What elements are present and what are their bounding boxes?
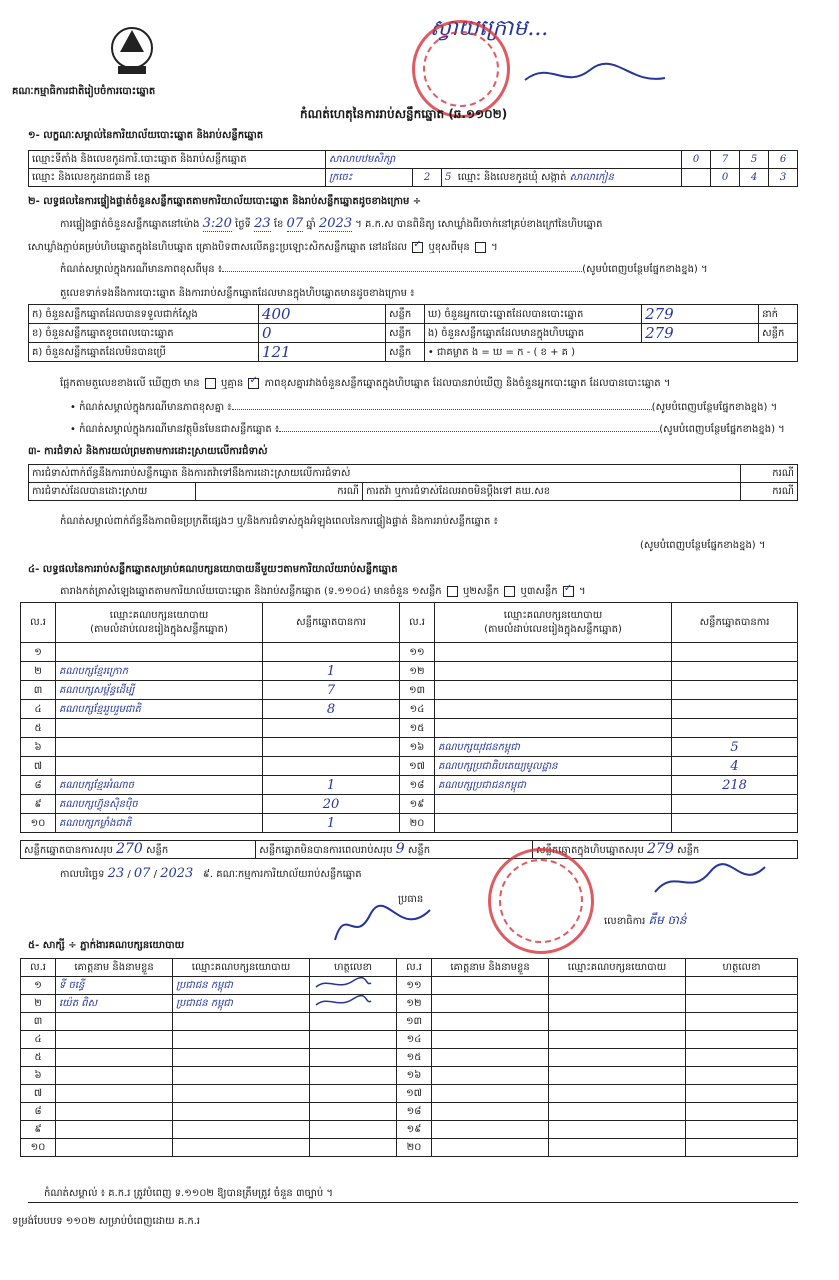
witness-row (21, 1139, 798, 1157)
vote-count: 4 (672, 757, 798, 776)
count-intro: តួលេខទាក់ទងនឹងការបោះឆ្នោត និងការរាប់សន្លឹកឆ្នោតដែលមានក្នុងហិបឆ្នោតមានដូចខាងក្រោម ៖ (60, 288, 415, 299)
top-signature (520, 60, 670, 94)
witness-signature (686, 1049, 798, 1067)
sheet-count: តារាងកត់ត្រាសំឡេងឆ្នោតតាមការិយាល័យបោះឆ្នោត និងរាប់សន្លឹកឆ្នោត (ទ.១១០៤) មានចំនួន ១សន្លឹក ឬ២សន្លឹក ឬ៣សន្លឹក ✓ ។ (60, 584, 586, 599)
row-number: ២ (21, 662, 56, 681)
vote-count (672, 814, 798, 833)
row-number: ២០ (397, 1139, 432, 1157)
party-name: គណបក្សសម្ព័ន្ធដើម្បី (56, 681, 263, 700)
row-number: ១៨ (400, 776, 435, 795)
witness-name (432, 1031, 549, 1049)
witness-signature (686, 1103, 798, 1121)
witness-signature (310, 1031, 397, 1049)
witness-body (21, 977, 798, 1157)
compare-line: ផ្អែកតាមតួលេខខាងលើ ឃើញថា មាន ឬគ្មាន ✓ ភាពខុសគ្នារវាងចំនួនសន្លឹកឆ្នោតក្នុងហិបឆ្នោត ដែលបានរាប់ឃើញ និងចំនួនអ្នកបោះឆ្នោត ដែលបានបោះឆ្នោត ។ (60, 376, 670, 391)
total-invalid: សន្លឹកឆ្នោតមិនបានការពេលរាប់សរុប 9 សន្លឹក (256, 841, 533, 859)
party-name (435, 700, 672, 719)
two-sheet-checkbox[interactable] (504, 586, 515, 597)
form-footer: ទម្រង់បែបបទ ១១០២ សម្រាប់បំពេញដោយ គ.ក.រ (12, 1216, 201, 1227)
vote-count: 7 (263, 681, 400, 700)
results-row (21, 643, 798, 662)
party-name: គណបក្សប្រជាជនកម្ពុជា (435, 776, 672, 795)
row-number: ១០ (21, 1139, 56, 1157)
witness-signature (686, 1085, 798, 1103)
objection-table: ការជំទាស់ពាក់ព័ន្ធនឹងការរាប់សន្លឹកឆ្នោត និងការតវ៉ាទៅនឹងការដោះស្រាយលើការជំទាស់ ករណី ការជំទាស់ដែលបានដោះស្រាយ ករណី ការតវ៉ា ឬការជំទាស់ដែលអាចមិនប្តឹងទៅ គឃ.សខ ករណី (28, 464, 798, 501)
witness-party (173, 1031, 310, 1049)
witness-row (21, 1013, 798, 1031)
formula: • ជាគម្លាត ង = ឃ = ក - ( ខ + គ ) (424, 343, 797, 362)
witness-name (432, 1139, 549, 1157)
party-name (435, 662, 672, 681)
witness-row (21, 977, 798, 995)
vote-count (672, 681, 798, 700)
vote-count (263, 738, 400, 757)
row-number: ១៧ (400, 757, 435, 776)
row-number: ៧ (21, 1085, 56, 1103)
commune-code: 0 (711, 169, 740, 187)
party-name (435, 719, 672, 738)
witness-row (21, 1067, 798, 1085)
row-number: ៥ (21, 719, 56, 738)
code-digit: 0 (682, 151, 711, 169)
witness-party (549, 1049, 686, 1067)
witness-signature (686, 1067, 798, 1085)
party-name: គណបក្សខ្មែរអំណាច (56, 776, 263, 795)
witness-signature (686, 995, 798, 1013)
witness-party (173, 1013, 310, 1031)
party-name (435, 643, 672, 662)
witness-name (432, 977, 549, 995)
row-number: ៤ (21, 700, 56, 719)
witness-name (56, 1139, 173, 1157)
totals-table (20, 840, 798, 859)
witness-party (549, 1013, 686, 1031)
row-number: ៧ (21, 757, 56, 776)
vote-count: 1 (263, 776, 400, 795)
witness-signature (310, 1139, 397, 1157)
party-name: គណបក្សកម្លាំងជាតិ (56, 814, 263, 833)
witness-party (173, 1085, 310, 1103)
location-table (28, 150, 798, 187)
witness-party: ប្រជាជន កម្ពុជា (173, 995, 310, 1013)
witness-row (21, 1121, 798, 1139)
location-value: សាលាបឋមសិក្សា (326, 151, 682, 169)
section2-title: ២- លទ្ធផលនៃការផ្ទៀងផ្ទាត់ចំនួនសន្លឹកឆ្នោតតាមការិយាល័យបោះឆ្នោត និងរាប់សន្លឹកឆ្នោតដូចខាងក្រោម ÷ (28, 196, 422, 207)
witness-party (173, 1049, 310, 1067)
witness-row (21, 1103, 798, 1121)
party-name: គណបក្សប្រជាធិបតេយ្យមូលដ្ឋាន (435, 757, 672, 776)
row-number: ៩ (21, 795, 56, 814)
witness-party (173, 1139, 310, 1157)
vote-count: 218 (672, 776, 798, 795)
witness-name (432, 1049, 549, 1067)
party-name (56, 757, 263, 776)
witness-signature (310, 1067, 397, 1085)
witness-note: កំណត់សម្គាល់ ៖ គ.ក.រ ត្រូវបំពេញ ទ.១១០២ ឱ្យបានត្រឹមត្រូវ ចំនួន ៣ច្បាប់ ។ (44, 1188, 333, 1199)
party-name (435, 814, 672, 833)
witness-name (56, 1067, 173, 1085)
vote-count (263, 757, 400, 776)
vote-count (263, 719, 400, 738)
code-digit: 5 (740, 151, 769, 169)
row-number: ១១ (397, 977, 432, 995)
vote-count: 1 (263, 814, 400, 833)
changed-checkbox[interactable] (475, 242, 486, 253)
party-name: គណបក្សយុវជនកម្ពុជា (435, 738, 672, 757)
row-number: ១៦ (397, 1067, 432, 1085)
row-number: ១២ (400, 662, 435, 681)
witness-name (432, 1067, 549, 1085)
vote-count (672, 700, 798, 719)
row-number: ១៤ (397, 1031, 432, 1049)
row-number: ១៧ (397, 1085, 432, 1103)
footer-divider (28, 1202, 798, 1203)
row-number: ៣ (21, 1013, 56, 1031)
witness-party (173, 1067, 310, 1085)
party-name: គណបក្សខ្មែរក្រោក (56, 662, 263, 681)
row-number: ៥ (21, 1049, 56, 1067)
row-number: ១៤ (400, 700, 435, 719)
witness-row (21, 1085, 798, 1103)
party-name (56, 719, 263, 738)
row-number: ១១ (400, 643, 435, 662)
witness-signature (686, 1031, 798, 1049)
witness-name (432, 995, 549, 1013)
irregularity-hint: (សូមបំពេញបន្ថែមផ្នែកខាងខ្នង) ។ (640, 540, 766, 551)
witness-name (56, 1121, 173, 1139)
irregularity-note: កំណត់សម្គាល់ពាក់ព័ន្ធនឹងភាពមិនប្រក្រតីផ្សេងៗ ឬ/និងការជំទាស់ក្នុងអំឡុងពេលនៃការផ្ទៀងផ្ទាត់ និងការរាប់សន្លឹកឆ្នោត ៖ (60, 516, 498, 527)
no-difference-checkbox[interactable] (248, 378, 259, 389)
witness-signature (310, 1121, 397, 1139)
witness-party (549, 1067, 686, 1085)
row-number: ១ (21, 977, 56, 995)
commune-cell: 5 ឈ្មោះ និងលេខកូដឃុំ សង្កាត់ សាលាកៀន (442, 169, 682, 187)
province-code: 2 (413, 169, 442, 187)
results-row (21, 662, 798, 681)
row-number: ១៦ (400, 738, 435, 757)
witness-party (173, 1103, 310, 1121)
witness-party (549, 977, 686, 995)
witness-signature (310, 1049, 397, 1067)
party-name: គណបក្សហ៊្វុនស៊ិនប៉ិច (56, 795, 263, 814)
witness-signature (310, 995, 397, 1013)
row-number: ១៩ (400, 795, 435, 814)
vote-count (263, 643, 400, 662)
count-label: ក) ចំនួនសន្លឹកឆ្នោតដែលបានទទួលជាក់ស្តែង (29, 305, 259, 324)
three-sheet-checkbox[interactable] (563, 586, 574, 597)
witness-table: ល.រ គោត្តនាម និងនាមខ្លួន ឈ្មោះគណបក្សនយោបាយ ហត្ថលេខា ល.រ គោត្តនាម និងនាមខ្លួន ឈ្មោះគណបក្សនយោបាយ ហត្ថលេខា ១ ទី ចន្ធើ ប្រជាជន កម្ពុជា ១១ ២ យ៉េត ពិស ប្រជាជន កម្ពុជា ១២ ៣ ១៣ ៤ ១៤ ៥ ១៥ ៦ ១៦ ៧ ១៧ ៨ ១៨ ៩ ១៩ ១០ ២០ (20, 958, 798, 1157)
same-checkbox[interactable] (412, 242, 423, 253)
top-handwriting: ស្វាយក្រោម... (430, 16, 549, 41)
results-body (21, 643, 798, 833)
change-note: កំណត់សម្គាល់ក្នុងករណីមានភាពខុសពីមុន ៖ (សូមបំពេញបន្ថែមផ្នែកខាងខ្នង) ។ (60, 264, 708, 275)
received-value: 400 (258, 305, 385, 324)
witness-name (432, 1103, 549, 1121)
row-number: ១០ (21, 814, 56, 833)
official-stamp-top (412, 20, 510, 118)
witness-signature (310, 1013, 397, 1031)
witness-name (432, 1013, 549, 1031)
form-title: កំណត់ហេតុនៃការរាប់សន្លឹកឆ្នោត (ឆ.១១០២) (300, 107, 508, 121)
row-number: ១៥ (400, 719, 435, 738)
witness-signature (310, 1085, 397, 1103)
row-number: ១៣ (400, 681, 435, 700)
commune-code: 4 (740, 169, 769, 187)
province-label: ឈ្មោះ និងលេខកូដរាជធានី ខេត្ត (29, 169, 326, 187)
date-line: កាលបរិច្ឆេទ 23 / 07 / 2023 ៩. គណៈកម្មការការិយាល័យរាប់សន្លឹកឆ្នោត (60, 866, 362, 881)
secretary-signature (650, 862, 770, 906)
row-number: ៣ (21, 681, 56, 700)
witness-signature (686, 1121, 798, 1139)
row-number: ៦ (21, 1067, 56, 1085)
witness-row (21, 1049, 798, 1067)
nec-emblem (108, 22, 156, 80)
row-number: ១៩ (397, 1121, 432, 1139)
witness-signature (686, 1013, 798, 1031)
voters-value: 279 (642, 305, 759, 324)
witness-party (549, 1031, 686, 1049)
section1-title: ១- លក្ខណៈសម្គាល់នៃការិយាល័យបោះឆ្នោត និងរាប់សន្លឹកឆ្នោត (28, 130, 264, 141)
vote-count: 20 (263, 795, 400, 814)
section3-title: ៣- ការជំទាស់ និងការយល់ព្រមតាមការដោះស្រាយលើការជំទាស់ (28, 446, 268, 457)
results-row (21, 776, 798, 795)
results-row (21, 795, 798, 814)
party-name (435, 681, 672, 700)
vote-count (672, 643, 798, 662)
code-digit: 7 (711, 151, 740, 169)
row-number: ៨ (21, 1103, 56, 1121)
witness-name (56, 1085, 173, 1103)
row-number: ៨ (21, 776, 56, 795)
results-row (21, 814, 798, 833)
vote-count (672, 795, 798, 814)
witness-party (173, 1121, 310, 1139)
section4-title: ៤- លទ្ធផលនៃការរាប់សន្លឹកឆ្នោតសម្រាប់គណបក្សនយោបាយនីមួយៗតាមការិយាល័យរាប់សន្លឹកឆ្នោត (28, 564, 398, 575)
witness-name (56, 1031, 173, 1049)
location-label: ឈ្មោះទីតាំង និងលេខកូដការិ.បោះឆ្នោត និងរាប់សន្លឹកឆ្នោត (29, 151, 326, 169)
results-row (21, 681, 798, 700)
results-row (21, 700, 798, 719)
ballot-count-table: ក) ចំនួនសន្លឹកឆ្នោតដែលបានទទួលជាក់ស្តែង 400 សន្លឹក ឃ) ចំនួនអ្នកបោះឆ្នោតដែលបានបោះឆ្នោត 279 នាក់ ខ) ចំនួនសន្លឹកឆ្នោតខូចពេលបោះឆ្នោត 0 សន្លឹក ង) ចំនួនសន្លឹកឆ្នោតដែលមានក្នុងហិបឆ្នោត 279 សន្លឹក គ) ចំនួនសន្លឹកឆ្នោតដែលមិនបានប្រើ 121 សន្លឹក • ជាគម្លាត ង = ឃ = ក - ( ខ + គ ) (28, 304, 798, 362)
row-number: ៩ (21, 1121, 56, 1139)
total-valid: សន្លឹកឆ្នោតបានការសរុប 270 សន្លឹក (21, 841, 256, 859)
vote-count (672, 719, 798, 738)
row-number: ១ (21, 643, 56, 662)
row-number: ៤ (21, 1031, 56, 1049)
results-row (21, 719, 798, 738)
party-name: គណបក្សខ្មែររួបរួមជាតិ (56, 700, 263, 719)
witness-name (56, 1103, 173, 1121)
section5-title: ៥- សាក្សី ÷ ភ្នាក់ងារគណបក្សនយោបាយ (28, 940, 185, 951)
witness-name: យ៉េត ពិស (56, 995, 173, 1013)
results-row (21, 738, 798, 757)
official-stamp-bottom (488, 848, 594, 954)
one-sheet-checkbox[interactable] (447, 586, 458, 597)
vote-count: 8 (263, 700, 400, 719)
commune-code: 3 (769, 169, 798, 187)
code-digit: 6 (769, 151, 798, 169)
box-value: 279 (642, 324, 759, 343)
vote-count: 1 (263, 662, 400, 681)
witness-name (432, 1121, 549, 1139)
witness-row (21, 1031, 798, 1049)
row-number: ២០ (400, 814, 435, 833)
vote-count: 5 (672, 738, 798, 757)
witness-name (56, 1049, 173, 1067)
witness-party (549, 1139, 686, 1157)
total-box: សន្លឹកឆ្នោតក្នុងហិបឆ្នោតសរុប 279 សន្លឹក (533, 841, 798, 859)
witness-party (549, 1085, 686, 1103)
witness-party: ប្រជាជន កម្ពុជា (173, 977, 310, 995)
witness-row (21, 995, 798, 1013)
results-table: ល.រ ឈ្មោះគណបក្សនយោបាយ (តាមលំដាប់លេខរៀងក្នុងសន្លឹកឆ្នោត) សន្លឹកឆ្នោតបានការ ល.រ ឈ្មោះគណបក្សនយោបាយ (តាមលំដាប់លេខរៀងក្នុងសន្លឹកឆ្នោត) សន្លឹកឆ្នោតបានការ ១ ១១ ២ គណបក្សខ្មែរក្រោក 1 ១២ ៣ គណបក្សសម្ព័ន្ធដើម្បី 7 ១៣ ៤ គណបក្សខ្មែររួបរួមជាតិ 8 ១៤ ៥ ១៥ ៦ ១៦ គណបក្សយុវជនកម្ពុជា 5 ៧ ១៧ គណបក្សប្រជាធិបតេយ្យមូលដ្ឋាន 4 ៨ គណបក្សខ្មែរអំណាច 1 ១៨ គណបក្សប្រជាជនកម្ពុជា 218 ៩ គណបក្សហ៊្វុនស៊ិនប៉ិច 20 ១៩ ១០ គណបក្សកម្លាំងជាតិ 1 ២០ (20, 602, 798, 833)
row-number: ២ (21, 995, 56, 1013)
seal-line: សោឃ្លាំងភ្ជាប់គម្រប់ហិបឆ្នោតក្នុងនៃហិបឆ្នោត គ្រោងបិទពាសលើគន្លះប្រឡោះសិកសន្លឹកឆ្នោត នៅដដែល ✓ ឬខុសពីមុន ។ (28, 240, 498, 255)
chair-signature (330, 900, 440, 954)
secretary-line: លេខាធិការ គឹម ចាន់ (604, 913, 687, 927)
chair-label: ប្រធាន (398, 894, 424, 905)
witness-party (549, 995, 686, 1013)
has-difference-checkbox[interactable] (205, 378, 216, 389)
party-name (435, 795, 672, 814)
witness-signature (310, 1103, 397, 1121)
province-value: ក្រចេះ (326, 169, 413, 187)
witness-signature (310, 977, 397, 995)
spoiled-value: 0 (258, 324, 385, 343)
row-number: ១៥ (397, 1049, 432, 1067)
party-name (56, 643, 263, 662)
row-number: ១៨ (397, 1103, 432, 1121)
row-number: ១២ (397, 995, 432, 1013)
results-row (21, 757, 798, 776)
unused-value: 121 (258, 343, 385, 362)
object-note: • កំណត់សម្គាល់ក្នុងករណីមានវត្ថុមិនមែនជាសន្លឹកឆ្នោត ៖ (សូមបំពេញបន្ថែមផ្នែកខាងខ្នង) ។ (70, 424, 785, 435)
witness-signature (686, 1139, 798, 1157)
witness-name (56, 1013, 173, 1031)
witness-name (432, 1085, 549, 1103)
party-name (56, 738, 263, 757)
org-name: គណៈកម្មាធិការជាតិរៀបចំការបោះឆ្នោត (12, 86, 156, 97)
row-number: ១៣ (397, 1013, 432, 1031)
witness-party (549, 1121, 686, 1139)
verification-line: ការផ្ទៀងផ្ទាត់ចំនួនសន្លឹកឆ្នោតនៅម៉ោង 3:20 ថ្ងៃទី 23 ខែ 07 ឆ្នាំ 2023 ។ គ.ក.ស បានពិនិត្យ សោឃ្លាំងពីរចាក់នៅគ្រប់ខាងក្រៅនៃហិបឆ្នោត (60, 216, 603, 231)
witness-signature (686, 977, 798, 995)
row-number: ៦ (21, 738, 56, 757)
witness-name: ទី ចន្ធើ (56, 977, 173, 995)
vote-count (672, 662, 798, 681)
difference-note: • កំណត់សម្គាល់ក្នុងករណីមានភាពខុសគ្នា ៖ (សូមបំពេញបន្ថែមផ្នែកខាងខ្នង) ។ (70, 402, 778, 413)
witness-party (549, 1103, 686, 1121)
